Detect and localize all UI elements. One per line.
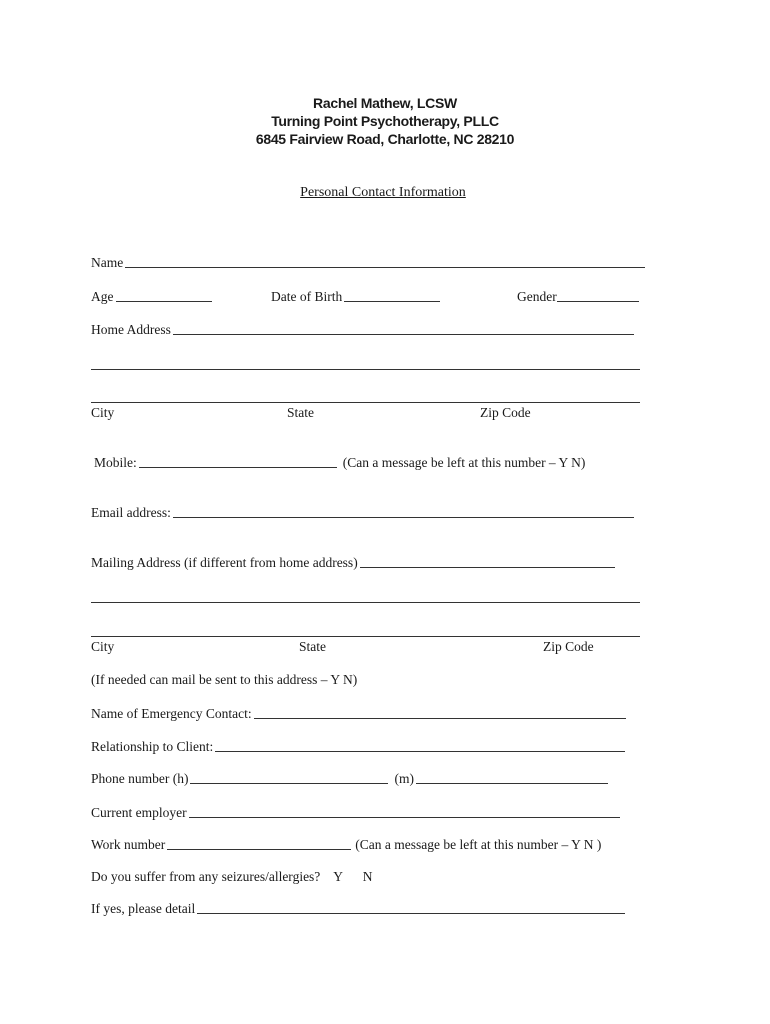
phone-row <box>91 769 610 787</box>
emergency-contact-field[interactable] <box>254 706 626 719</box>
phone-m-field[interactable] <box>416 771 608 784</box>
age-field[interactable] <box>116 289 212 302</box>
gender-label: Gender <box>517 289 557 304</box>
age-label: Age <box>91 289 114 304</box>
work-number-note: (Can a message be left at this number – Y N ) <box>355 837 602 852</box>
age-row <box>91 287 214 305</box>
emergency-contact-label: Name of Emergency Contact: <box>91 706 252 721</box>
city-label-1: City <box>91 405 115 420</box>
name-row <box>91 253 647 271</box>
mailing-address-line-2[interactable] <box>91 602 640 603</box>
dob-row <box>271 287 442 305</box>
practice-address: 6845 Fairview Road, Charlotte, NC 28210 <box>255 131 515 147</box>
mobile-note: (Can a message be left at this number – Y N) <box>342 455 586 470</box>
gender-row <box>517 287 641 305</box>
mobile-field[interactable] <box>139 455 337 468</box>
work-number-field[interactable] <box>167 837 351 850</box>
email-field[interactable] <box>173 505 634 518</box>
relationship-row <box>91 737 627 755</box>
dob-label: Date of Birth <box>271 289 343 304</box>
practice-name: Turning Point Psychotherapy, PLLC <box>271 113 499 129</box>
name-field[interactable] <box>125 255 645 268</box>
seizures-question: Do you suffer from any seizures/allergies? Y N <box>91 869 373 884</box>
email-row <box>91 503 636 521</box>
name-label: Name <box>91 255 124 270</box>
work-number-row <box>91 835 601 853</box>
dob-field[interactable] <box>344 289 440 302</box>
detail-field[interactable] <box>197 901 625 914</box>
state-label-1: State <box>287 405 314 420</box>
mobile-label: Mobile: <box>94 455 137 470</box>
email-label: Email address: <box>91 505 171 520</box>
city-label-2: City <box>91 639 115 654</box>
employer-field[interactable] <box>189 805 620 818</box>
relationship-label: Relationship to Client: <box>91 739 214 754</box>
work-number-label: Work number <box>91 837 166 852</box>
phone-m-label: (m) <box>394 771 414 786</box>
emergency-contact-row <box>91 704 628 722</box>
zip-label-1: Zip Code <box>480 405 531 420</box>
relationship-field[interactable] <box>215 739 625 752</box>
detail-label: If yes, please detail <box>91 901 196 916</box>
mobile-row <box>94 453 585 471</box>
mailing-address-field[interactable] <box>360 555 615 568</box>
home-address-line-2[interactable] <box>91 369 640 370</box>
detail-row <box>91 899 627 917</box>
gender-field[interactable] <box>557 289 639 302</box>
home-address-label: Home Address <box>91 322 171 337</box>
mailing-address-row <box>91 553 617 571</box>
phone-h-field[interactable] <box>190 771 388 784</box>
home-address-field[interactable] <box>173 322 634 335</box>
employer-row <box>91 803 622 821</box>
employer-label: Current employer <box>91 805 187 820</box>
home-address-row <box>91 320 636 338</box>
practitioner-name: Rachel Mathew, LCSW <box>313 95 457 111</box>
phone-h-label: Phone number (h) <box>91 771 189 786</box>
zip-label-2: Zip Code <box>543 639 594 654</box>
mail-consent-note: (If needed can mail be sent to this address – Y N) <box>91 672 358 687</box>
home-address-line-3[interactable] <box>91 402 640 403</box>
mailing-address-label: Mailing Address (if different from home address) <box>91 555 358 570</box>
state-label-2: State <box>299 639 326 654</box>
form-title: Personal Contact Information <box>300 185 466 200</box>
